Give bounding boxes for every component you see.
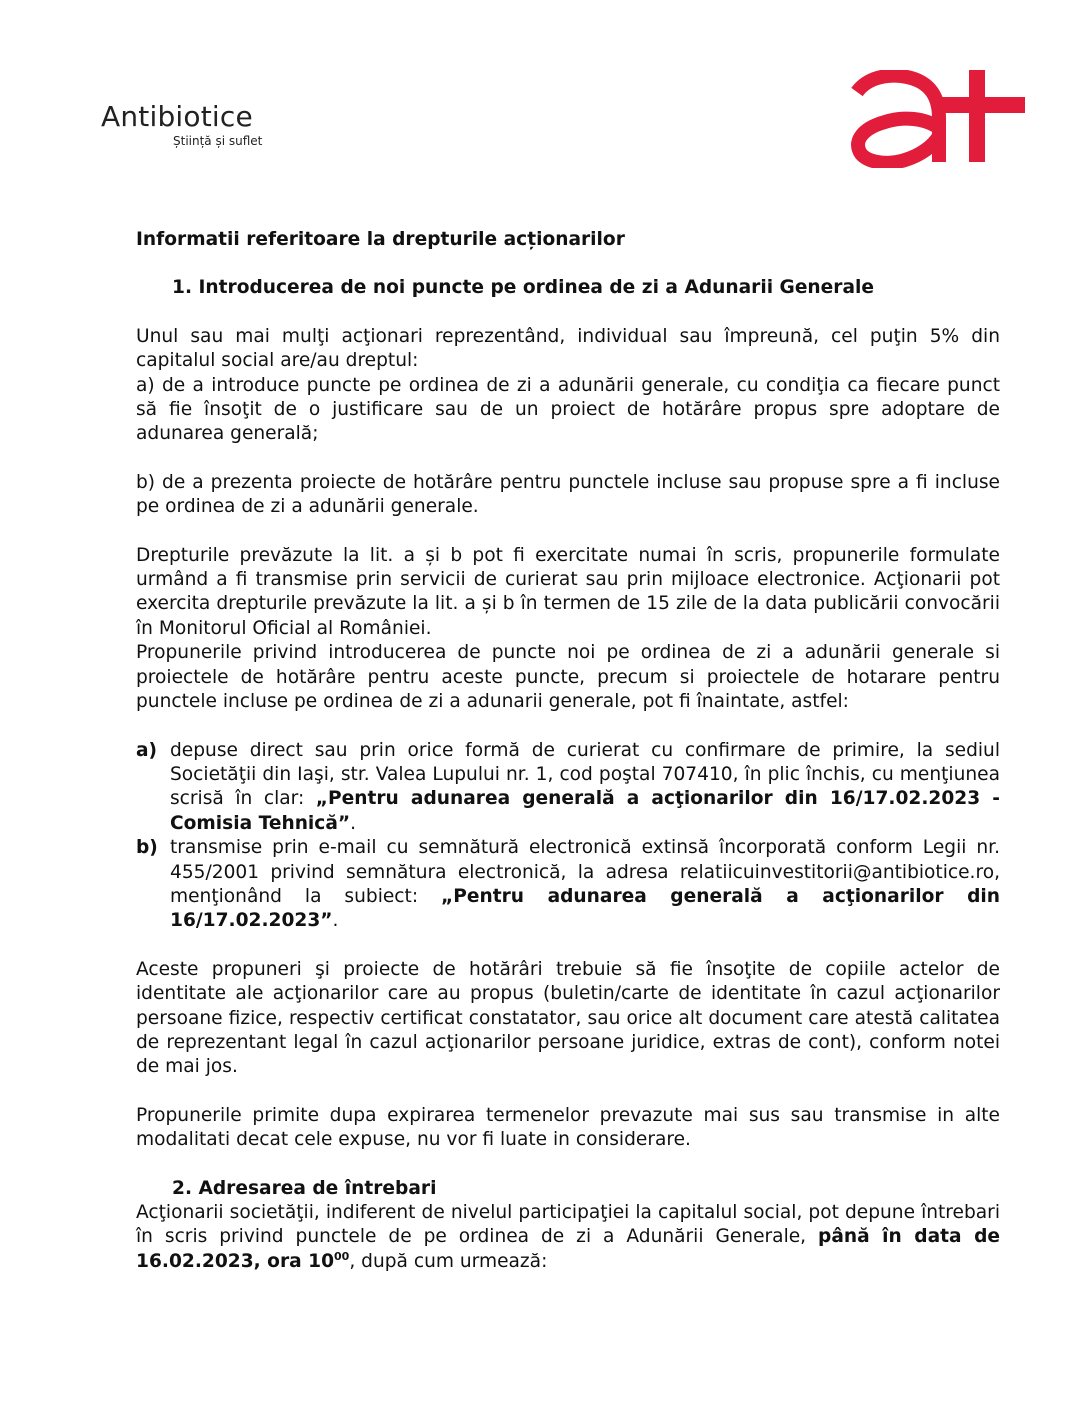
list-marker: a) [136, 739, 158, 761]
document-body [136, 228, 1000, 1274]
section-2-heading: 2. Adresarea de întrebari [172, 1177, 437, 1199]
brand-block [101, 100, 262, 148]
paragraph-exercise-rights: Drepturile prevăzute la lit. a și b pot fi exercitate numai în scris, propunerile formulate urmând a fi transmise prin servicii de curierat sau prin mijloace electronice. Acţionarii pot exercita drepturile prevăzute la lit. a și b în termen de 15 zile de la data publicării convocării în Monitorul Oficial al României. [136, 544, 1000, 639]
paragraph-documents-required: Aceste propuneri şi proiecte de hotărâri trebuie să fie însoţite de copiile actelor de identitate ale acţionarilor care au propus (buletin/carte de identitate în cazul acţionarilor persoane fizice, respectiv certificat constatator, sau orice alt document care atestă calitatea de reprezentant legal în cazul acţionarilor persoane juridice, extras de cont), conform notei de mai jos. [136, 958, 1000, 1078]
paragraph-right-b: b) de a prezenta proiecte de hotărâre pentru punctele incluse sau propuse spre a fi incluse pe ordinea de zi a adunării generale. [136, 471, 1000, 518]
submission-methods-list [136, 739, 1000, 934]
paragraph-late-proposals: Propunerile primite dupa expirarea termenelor prevazute mai sus sau transmise in alte modalitati decat cele expuse, nu vor fi luate in considerare. [136, 1104, 1000, 1151]
list-item [136, 739, 1000, 837]
list-item-text: depuse direct sau prin orice formă de curierat cu confirmare de primire, la sediul Societăţii din Iaşi, str. Valea Lupului nr. 1, cod poştal 707410, în plic închis, cu menţiunea scrisă în clar: „Pentru adunarea generală a acţionarilor din 16/17.02.2023 - Comisia Tehnică”. [170, 739, 1000, 834]
section-1-heading: 1. Introducerea de noi puncte pe ordinea de zi a Adunarii Generale [172, 277, 874, 299]
a-plus-logo-icon [845, 70, 1025, 168]
document-title: Informatii referitoare la drepturile acționarilor [136, 229, 625, 250]
list-item [136, 836, 1000, 934]
brand-tagline: Știință și suflet [173, 134, 263, 148]
deadline-text: până în data de 16.02.2023, ora $10^{00}$ [136, 1226, 1001, 1272]
list-marker: b) [136, 837, 158, 859]
list-item-text: transmise prin e-mail cu semnătură electronică extinsă încorporată conform Legii nr. 455/2001 privind semnătura electronică, la adresa relatiicuinvestitorii@antibiotice.ro, menţionând la subiect: „Pentru adunarea generală a acţionarilor din 16/17.02.2023”. [170, 837, 1000, 932]
brand-name: Antibiotice [101, 100, 253, 133]
paragraph-questions: Acţionarii societăţii, indiferent de nivelul participaţiei la capitalul social, pot depune întrebari în scris privind punctele de pe ordinea de zi a Adunării Generale, până în data de 16.02.2023, ora $10^{00}$, după cum urmează: [136, 1202, 1001, 1272]
paragraph-right-a: a) de a introduce puncte pe ordinea de zi a adunării generale, cu condiţia ca fiecare punct să fie însoţit de o justificare sau de un proiect de hotărâre propus spre adoptare de adunarea generală; [136, 374, 1000, 445]
emphasis-text: „Pentru adunarea generală a acţionarilor din 16/17.02.2023 - Comisia Tehnică” [170, 788, 1000, 834]
paragraph-eligibility: Unul sau mai mulţi acţionari reprezentând, individual sau împreună, cel puţin 5% din capitalul social are/au dreptul: [136, 325, 1000, 372]
paragraph-submission-intro: Propunerile privind introducerea de puncte noi pe ordinea de zi a adunării generale si proiectele de hotărâre pentru aceste puncte, precum si proiectele de hotarare pentru punctele incluse pe ordinea de zi a adunarii generale, pot fi înaintate, astfel: [136, 642, 1000, 713]
emphasis-text: „Pentru adunarea generală a acţionarilor din 16/17.02.2023” [170, 885, 1000, 932]
